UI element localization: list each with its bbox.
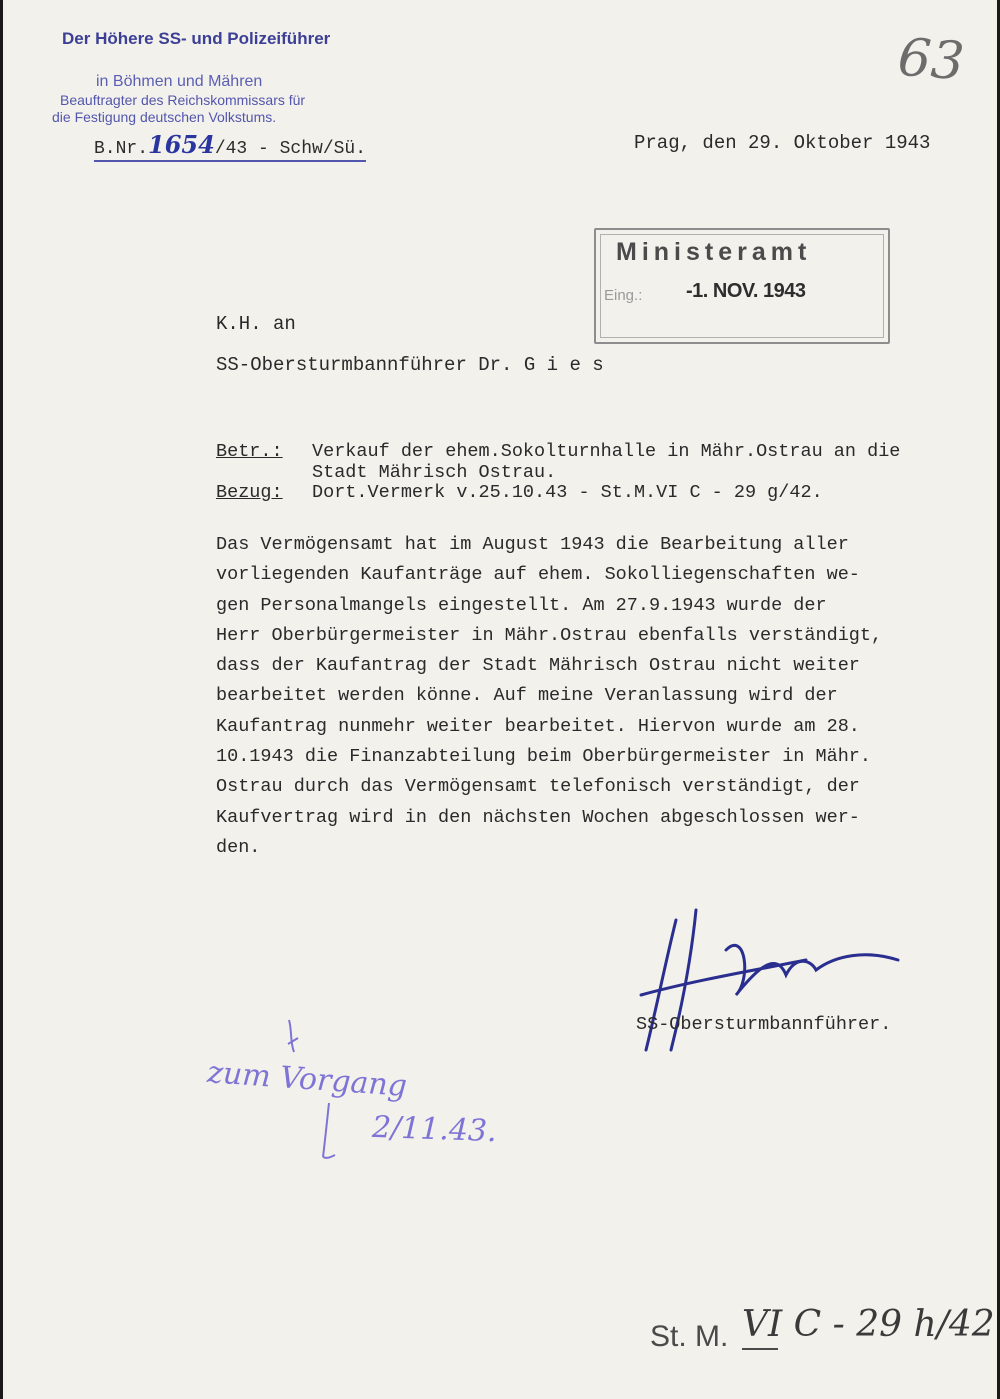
subject-betr-key: Betr.: — [216, 441, 283, 462]
dateline: Prag, den 29. Oktober 1943 — [634, 132, 931, 154]
handwritten-note-line-1: zum Vorgang — [206, 1055, 409, 1104]
body-line: Ostrau durch das Vermögensamt telefonisch verständigt, der — [216, 776, 860, 798]
letterhead-line-2: in Böhmen und Mähren — [96, 73, 263, 90]
subject-bezug — [216, 482, 823, 503]
body-line: bearbeitet werden könne. Auf meine Veranlassung wird der — [216, 685, 838, 707]
body-line: den. — [216, 836, 261, 858]
letterhead-line-3: Beauftragter des Reichskommissars für — [60, 92, 306, 108]
footer-file-number: VI C - 29 h/42 — [742, 1304, 995, 1345]
body-line: Herr Oberbürgermeister in Mähr.Ostrau ebenfalls verständigt, — [216, 624, 883, 646]
subject-betr — [216, 441, 901, 462]
body-line: gen Personalmangels eingestellt. Am 27.9.1943 wurde der — [216, 594, 827, 616]
signature — [636, 900, 906, 1060]
signature-title: SS-Obersturmbannführer. — [636, 1014, 892, 1035]
body-line: vorliegenden Kaufanträge auf ehem. Sokolliegenschaften we- — [216, 564, 860, 586]
body-text — [216, 530, 956, 863]
page-number: 63 — [895, 27, 967, 93]
footer-underline — [742, 1348, 778, 1350]
reference-suffix: /43 - Schw/Sü. — [214, 139, 367, 159]
stamp-label: Eing.: — [604, 287, 643, 304]
subject-betr-value: Verkauf der ehem.Sokolturnhalle in Mähr.Ostrau an die — [312, 441, 901, 462]
handwritten-initial — [321, 1101, 337, 1161]
letterhead-line-1: Der Höhere SS- und Polizeiführer — [62, 29, 331, 48]
body-line: 10.1943 die Finanzabteilung beim Oberbürgermeister in Mähr. — [216, 746, 872, 768]
address-line-2: SS-Obersturmbannführer Dr. G i e s — [216, 354, 604, 376]
body-line: Kaufvertrag wird in den nächsten Wochen abgeschlossen wer- — [216, 806, 860, 828]
subject-bezug-key: Bezug: — [216, 482, 283, 503]
stamp-date: -1. NOV. 1943 — [686, 280, 806, 302]
handwritten-mark — [286, 1018, 300, 1056]
stamp-title: Ministeramt — [616, 238, 812, 266]
page-edge-left — [0, 0, 3, 1399]
body-line: Das Vermögensamt hat im August 1943 die Bearbeitung aller — [216, 534, 849, 555]
handwritten-note-line-2: 2/11.43. — [371, 1109, 498, 1150]
reference-handwritten-number: 1654 — [148, 130, 215, 159]
reference-prefix: B.Nr. — [94, 139, 149, 159]
address-line-1: K.H. an — [216, 313, 296, 335]
letterhead-line-4: die Festigung deutschen Volkstums. — [52, 109, 277, 125]
footer-file-prefix: St. M. — [650, 1320, 729, 1353]
body-line: dass der Kaufantrag der Stadt Mährisch Ostrau nicht weiter — [216, 655, 860, 677]
reference-number — [94, 130, 366, 162]
subject-bezug-value: Dort.Vermerk v.25.10.43 - St.M.VI C - 29 g/42. — [312, 482, 823, 503]
body-line: Kaufantrag nunmehr weiter bearbeitet. Hiervon wurde am 28. — [216, 715, 860, 737]
subject-betr-value-2: Stadt Mährisch Ostrau. — [312, 462, 557, 483]
